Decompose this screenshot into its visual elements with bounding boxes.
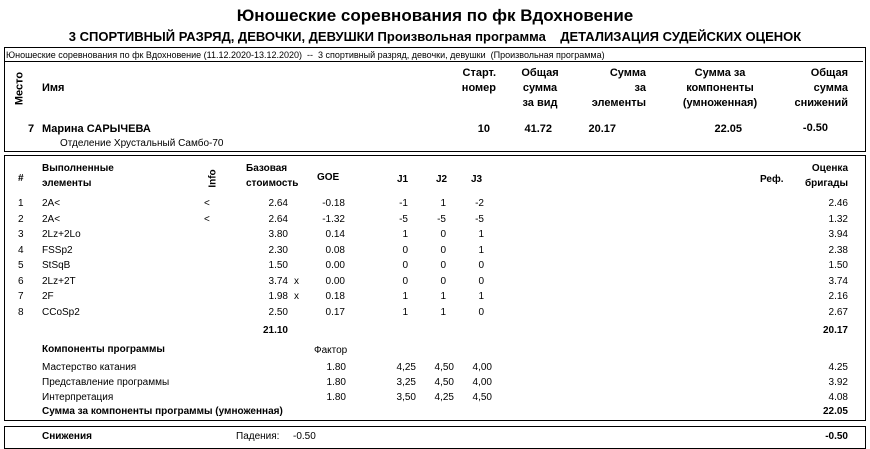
element-score-cell: 2.16 bbox=[828, 291, 848, 302]
element-name-cell: CCoSp2 bbox=[42, 306, 80, 318]
element-info-cell: < bbox=[204, 213, 210, 225]
element-num-cell: 5 bbox=[18, 260, 24, 271]
element-goe-cell: -1.32 bbox=[322, 213, 345, 225]
element-goe-cell: -0.18 bbox=[322, 198, 345, 209]
element-j3-cell: 1 bbox=[478, 244, 484, 256]
component-name-cell: Представление программы bbox=[42, 377, 170, 388]
element-info-cell: < bbox=[204, 198, 210, 209]
element-name-cell: 2Lz+2T bbox=[42, 275, 76, 287]
element-goe-cell: 0.18 bbox=[325, 291, 345, 302]
deductions-label: Снижения bbox=[42, 431, 92, 442]
ref-header: Реф. bbox=[760, 174, 784, 185]
element-base-cell: 1.50 bbox=[268, 260, 288, 271]
component-j2-cell: 4,25 bbox=[434, 392, 454, 403]
factor-label: Фактор bbox=[314, 345, 348, 356]
components-total: 22.05 bbox=[822, 406, 848, 417]
element-score-cell: 1.32 bbox=[828, 213, 848, 225]
element-num-cell: 8 bbox=[18, 306, 24, 318]
element-score-cell: 2.67 bbox=[828, 306, 848, 318]
skater-club: Отделение Хрустальный Самбо-70 bbox=[60, 138, 224, 149]
element-score-cell: 2.46 bbox=[828, 198, 848, 209]
element-j1-cell: 1 bbox=[402, 291, 408, 302]
falls-value: -0.50 bbox=[293, 431, 316, 442]
element-goe-cell: 0.00 bbox=[325, 275, 345, 287]
component-j3-cell: 4,00 bbox=[472, 377, 492, 388]
falls-label: Падения: bbox=[236, 431, 280, 442]
element-j1-cell: 0 bbox=[402, 275, 408, 287]
element-base-cell: 2.50 bbox=[268, 306, 288, 318]
element-j3-cell: -2 bbox=[475, 198, 484, 209]
strip-divider bbox=[5, 61, 863, 62]
score-header: Оценка бригады bbox=[804, 163, 848, 189]
skater-deductions: -0.50 bbox=[802, 122, 828, 134]
element-base-cell: 2.64 bbox=[268, 213, 288, 225]
element-j3-cell: 0 bbox=[478, 306, 484, 318]
components-header: Сумма за компоненты (умноженная) bbox=[682, 67, 758, 109]
element-j3-cell: -5 bbox=[475, 213, 484, 225]
element-j3-cell: 1 bbox=[478, 291, 484, 302]
component-j1-cell: 3,50 bbox=[396, 392, 416, 403]
component-name-cell: Мастерство катания bbox=[42, 362, 137, 373]
element-j3-cell: 0 bbox=[478, 275, 484, 287]
element-score-cell: 2.38 bbox=[828, 244, 848, 256]
element-j2-cell: -5 bbox=[437, 213, 446, 225]
element-goe-cell: 0.00 bbox=[325, 260, 345, 271]
component-name-cell: Интерпретация bbox=[42, 392, 114, 403]
component-j3-cell: 4,50 bbox=[472, 392, 492, 403]
element-j3-cell: 1 bbox=[478, 229, 484, 240]
component-j1-cell: 3,25 bbox=[396, 377, 416, 388]
goe-header: GOE bbox=[317, 172, 340, 183]
components-title: Компоненты программы bbox=[42, 344, 165, 355]
element-score-cell: 3.94 bbox=[828, 229, 848, 240]
element-j1-cell: 1 bbox=[402, 306, 408, 318]
skater-components: 22.05 bbox=[714, 123, 742, 135]
element-j2-cell: 0 bbox=[440, 244, 446, 256]
element-base-cell: 2.30 bbox=[268, 244, 288, 256]
base-total: 21.10 bbox=[262, 325, 288, 336]
element-j2-cell: 1 bbox=[440, 306, 446, 318]
element-j2-cell: 1 bbox=[440, 291, 446, 302]
element-name-cell: 2Lz+2Lo bbox=[42, 229, 81, 240]
element-num-cell: 6 bbox=[18, 275, 24, 287]
element-x-cell: x bbox=[294, 291, 299, 302]
element-j1-cell: -1 bbox=[399, 198, 408, 209]
component-score-cell: 3.92 bbox=[828, 377, 848, 388]
component-factor-cell: 1.80 bbox=[326, 392, 346, 403]
element-goe-cell: 0.17 bbox=[325, 306, 345, 318]
element-num-cell: 2 bbox=[18, 213, 24, 225]
score-total: 20.17 bbox=[822, 325, 848, 336]
element-base-cell: 3.74 bbox=[268, 275, 288, 287]
element-score-cell: 3.74 bbox=[828, 275, 848, 287]
element-num-cell: 3 bbox=[18, 229, 24, 240]
component-factor-cell: 1.80 bbox=[326, 362, 346, 373]
deductions-total: -0.50 bbox=[825, 431, 848, 442]
total-header: Общая сумма за вид bbox=[521, 67, 559, 109]
page-title: Юношеские соревнования по фк Вдохновение bbox=[236, 6, 634, 25]
start-header: Старт. номер bbox=[461, 67, 496, 94]
component-j3-cell: 4,00 bbox=[472, 362, 492, 373]
element-j2-cell: 0 bbox=[440, 275, 446, 287]
components-total-label: Сумма за компоненты программы (умноженная) bbox=[42, 406, 283, 417]
element-j1-cell: 0 bbox=[402, 260, 408, 271]
element-num-cell: 7 bbox=[18, 291, 24, 302]
element-name-cell: StSqB bbox=[42, 260, 71, 271]
element-goe-cell: 0.08 bbox=[325, 244, 345, 256]
skater-place: 7 bbox=[28, 123, 35, 135]
event-strip: Юношеские соревнования по фк Вдохновение (11.12.2020-13.12.2020) -- 3 спортивный разряд, девочки, девушки (Произвольная программа) bbox=[6, 50, 605, 60]
num-header: # bbox=[18, 173, 24, 184]
component-j1-cell: 4,25 bbox=[396, 362, 416, 373]
component-j2-cell: 4,50 bbox=[434, 377, 454, 388]
component-j2-cell: 4,50 bbox=[434, 362, 454, 373]
element-j3-cell: 0 bbox=[478, 260, 484, 271]
element-j2-cell: 0 bbox=[440, 260, 446, 271]
element-j1-cell: -5 bbox=[399, 213, 408, 225]
place-header: Место bbox=[13, 71, 26, 106]
element-num-cell: 1 bbox=[18, 198, 24, 209]
page-subtitle: 3 СПОРТИВНЫЙ РАЗРЯД, ДЕВОЧКИ, ДЕВУШКИ Произвольная программа ДЕТАЛИЗАЦИЯ СУДЕЙСКИХ ОЦЕНОК bbox=[68, 29, 802, 44]
element-name-cell: 2F bbox=[42, 291, 54, 302]
element-base-cell: 2.64 bbox=[268, 198, 288, 209]
j3-header: J3 bbox=[471, 174, 483, 185]
element-j2-cell: 1 bbox=[440, 198, 446, 209]
element-name-cell: FSSp2 bbox=[42, 244, 73, 256]
component-score-cell: 4.25 bbox=[828, 362, 848, 373]
base-header: Базовая стоимость bbox=[246, 163, 299, 189]
element-header: Выполненные элементы bbox=[42, 163, 114, 189]
element-name-cell: 2A< bbox=[42, 198, 61, 209]
skater-elements: 20.17 bbox=[588, 123, 616, 135]
element-name-cell: 2A< bbox=[42, 213, 61, 225]
j2-header: J2 bbox=[436, 174, 448, 185]
elements-header: Сумма за элементы bbox=[591, 67, 646, 109]
element-j2-cell: 0 bbox=[440, 229, 446, 240]
skater-start: 10 bbox=[477, 123, 490, 135]
deductions-box bbox=[4, 426, 866, 449]
component-factor-cell: 1.80 bbox=[326, 377, 346, 388]
name-header: Имя bbox=[42, 82, 65, 94]
element-x-cell: x bbox=[294, 275, 299, 287]
element-num-cell: 4 bbox=[18, 244, 24, 256]
skater-total: 41.72 bbox=[524, 123, 552, 135]
element-j1-cell: 1 bbox=[402, 229, 408, 240]
element-j1-cell: 0 bbox=[402, 244, 408, 256]
element-base-cell: 3.80 bbox=[268, 229, 288, 240]
component-score-cell: 4.08 bbox=[828, 392, 848, 403]
element-score-cell: 1.50 bbox=[828, 260, 848, 271]
skater-name: Марина САРЫЧЕВА bbox=[42, 123, 151, 135]
element-goe-cell: 0.14 bbox=[325, 229, 345, 240]
info-header: Info bbox=[207, 169, 219, 188]
element-base-cell: 1.98 bbox=[268, 291, 288, 302]
j1-header: J1 bbox=[397, 174, 409, 185]
deductions-header: Общая сумма снижений bbox=[794, 67, 848, 109]
